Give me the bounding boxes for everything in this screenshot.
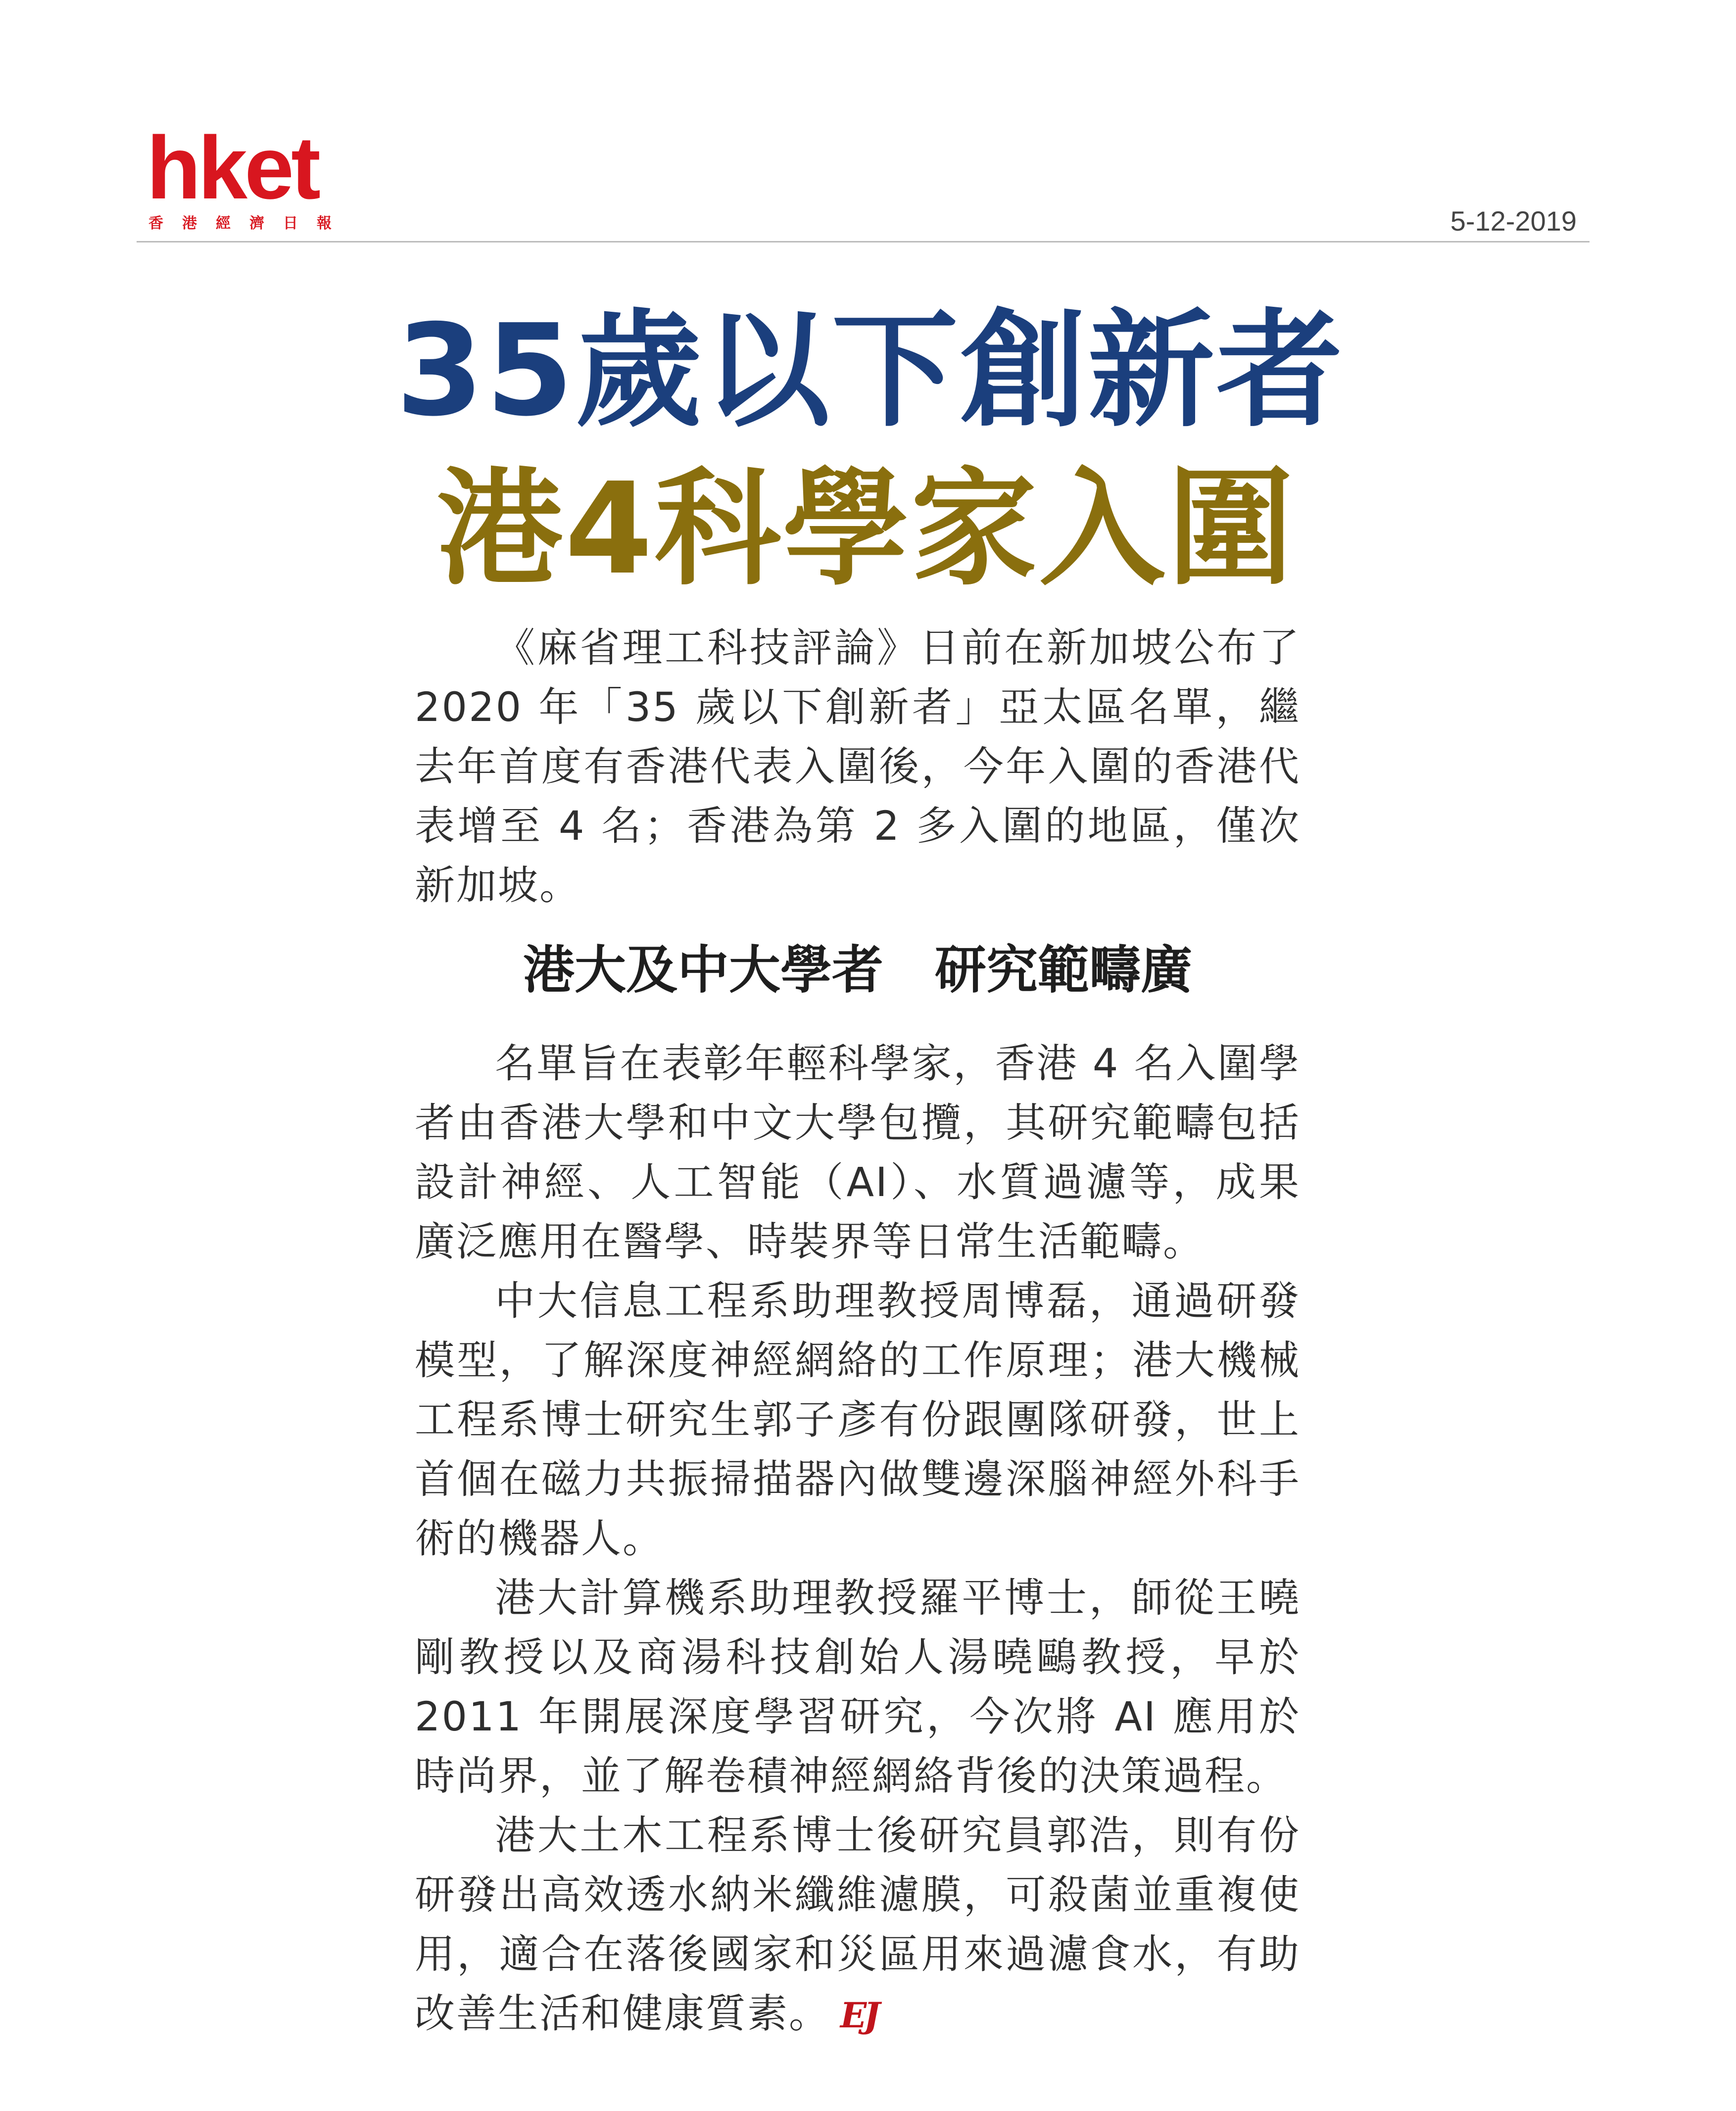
headline-line-2: 港4科學家入圍 xyxy=(436,456,1296,603)
author-signoff-mark: EJ xyxy=(840,1995,877,2036)
logo-subtitle-char: 經 xyxy=(216,215,231,232)
body-paragraph-text: 港大土木工程系博士後研究員郭浩，則有份研發出高效透水納米纖維濾膜，可殺菌並重複使用，適合在落後國家和災區用來過濾食水，有助改善生活和健康質素。 xyxy=(415,1813,1301,2037)
body-paragraph-last xyxy=(415,1806,1301,2045)
logo-subtitle-char: 港 xyxy=(182,215,197,232)
headline-line-1: 35歲以下創新者 xyxy=(396,297,1345,444)
masthead-divider xyxy=(137,241,1590,242)
logo-subtitle-char: 濟 xyxy=(249,215,264,232)
article-intro xyxy=(415,619,1301,915)
publication-date: 5-12-2019 xyxy=(1450,205,1577,237)
logo-subtitle-char: 報 xyxy=(317,215,332,232)
hket-logo xyxy=(146,118,335,242)
logo-subtitle-char: 香 xyxy=(148,215,163,232)
article-subheading: 港大及中大學者 研究範疇廣 xyxy=(523,939,1192,1000)
body-paragraph: 中大信息工程系助理教授周博磊，通過研發模型，了解深度神經網絡的工作原理；港大機械工程系博士研究生郭子彥有份跟團隊研發，世上首個在磁力共振掃描器內做雙邊深腦神經外科手術的機器人。 xyxy=(415,1278,1301,1562)
logo-subtitle xyxy=(148,214,332,234)
article-body xyxy=(415,1034,1301,2045)
body-paragraph: 港大計算機系助理教授羅平博士，師從王曉剛教授以及商湯科技創始人湯曉鷗教授，早於 2011 年開展深度學習研究，今次將 AI 應用於時尚界，並了解卷積神經網絡背後的決策過程。 xyxy=(415,1575,1301,1800)
intro-paragraph: 《麻省理工科技評論》日前在新加坡公布了2020 年「35 歲以下創新者」亞太區名單，繼去年首度有香港代表入圍後，今年入圍的香港代表增至 4 名；香港為第 2 多入圍的地區，僅次新加坡。 xyxy=(415,625,1301,909)
logo-subtitle-char: 日 xyxy=(283,215,298,232)
body-paragraph: 名單旨在表彰年輕科學家，香港 4 名入圍學者由香港大學和中文大學包攬，其研究範疇包括設計神經、人工智能（AI）、水質過濾等，成果廣泛應用在醫學、時裝界等日常生活範疇。 xyxy=(415,1041,1301,1265)
logo-wordmark: hket xyxy=(146,118,318,218)
